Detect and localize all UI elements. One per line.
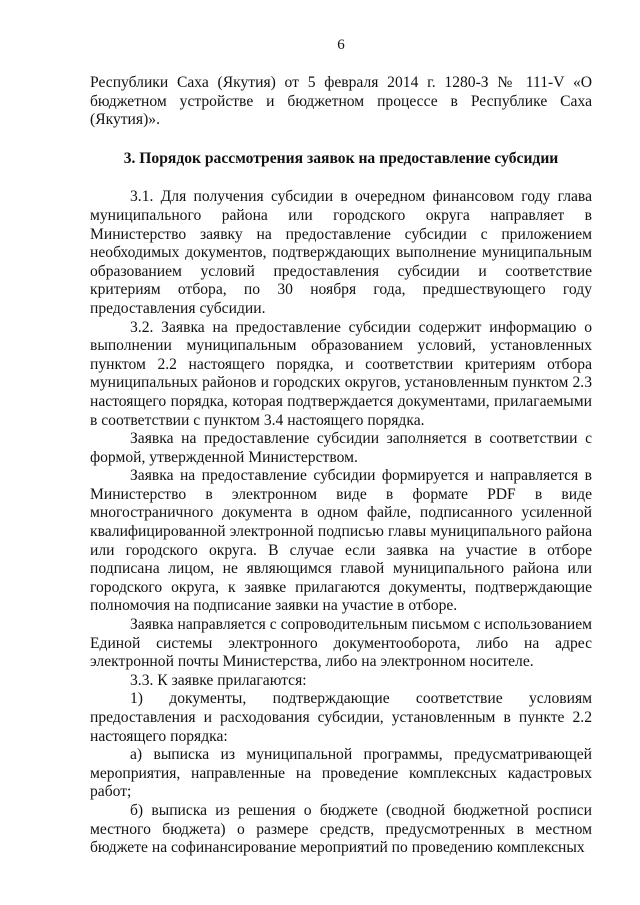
paragraph-electronic-submission: Заявка на предоставление субсидии формируется и направляется в Министерство в электронном виде в формате PDF в виде многостраничного документа в одном файле, подписанного усиленной квалифицированной электронной подписью главы муниципального района или городского округа. В случае если заявка на участие в отборе подписана лицом, не являющимся главой муниципального района или городского округа, к заявке прилагаются документы, подтверждающие полномочия на подписание заявки на участие в отборе. bbox=[90, 467, 592, 615]
list-item-a: а) выписка из муниципальной программы, предусматривающей мероприятия, направленные на проведение комплексных кадастровых работ; bbox=[90, 746, 592, 801]
paragraph-form: Заявка на предоставление субсидии заполняется в соответствии с формой, утвержденной Министерством. bbox=[90, 430, 592, 466]
section-heading: 3. Порядок рассмотрения заявок на предоставление субсидии bbox=[123, 149, 559, 167]
document-body bbox=[90, 74, 592, 858]
page-number: 6 bbox=[337, 37, 345, 53]
paragraph-3-2: 3.2. Заявка на предоставление субсидии содержит информацию о выполнении муниципальным образованием условий, установленных пунктом 2.2 настоящего порядка, и соответствии критериям отбора муниципальных районов и городских округов, установленным пунктом 2.3 настоящего порядка, которая подтверждается документами, прилагаемыми в соответствии с пунктом 3.4 настоящего порядка. bbox=[90, 318, 592, 429]
paragraph-3-1: 3.1. Для получения субсидии в очередном финансовом году глава муниципального района или городского округа направляет в Министерство заявку на предоставление субсидии с приложением необходимых документов, подтверждающих выполнение муниципальным образованием условий предоставления субсидии и соответствие критериям отбора, по 30 ноября года, предшествующего году предоставления субсидии. bbox=[90, 188, 592, 317]
paragraph-3-3: 3.3. К заявке прилагаются: bbox=[130, 671, 307, 689]
paragraph-cover-letter: Заявка направляется с сопроводительным письмом с использованием Единой системы электронного документооборота, либо на адрес электронной почты Министерства, либо на электронном носителе. bbox=[90, 616, 592, 671]
paragraph-law-reference: Республики Саха (Якутия) от 5 февраля 2014 г. 1280-З № 111-V «О бюджетном устройстве и бюджетном процессе в Республике Саха (Якутия)». bbox=[90, 74, 592, 129]
list-item-1: 1) документы, подтверждающие соответствие условиям предоставления и расходования субсидии, установленным в пункте 2.2 настоящего порядка: bbox=[90, 690, 592, 745]
list-item-b: б) выписка из решения о бюджете (сводной бюджетной росписи местного бюджета) о размере средств, предусмотренных в местном бюджете на софинансирование мероприятий по проведению комплексных bbox=[90, 801, 592, 857]
